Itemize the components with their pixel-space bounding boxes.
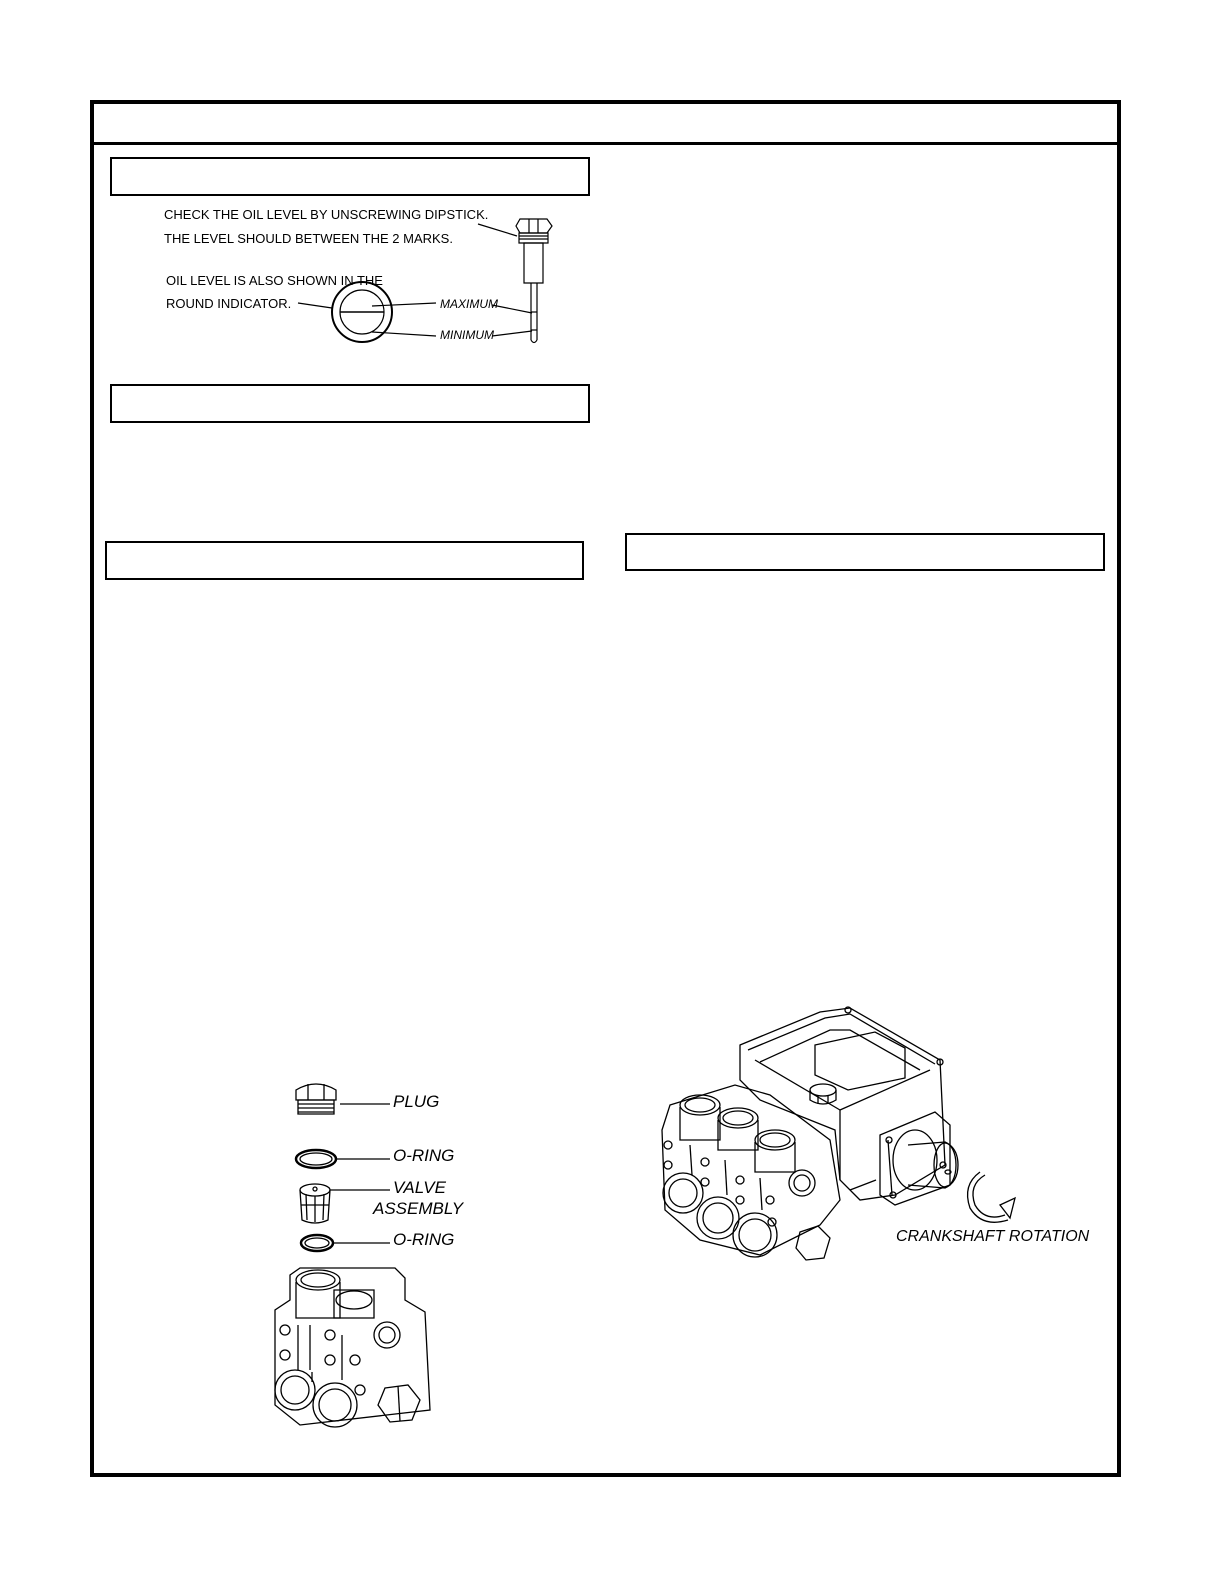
crankshaft-rotation-label: CRANKSHAFT ROTATION [896,1228,1090,1245]
o-ring-top-label: O-RING [393,1146,455,1165]
indicator-line-2: ROUND INDICATOR. [166,296,292,311]
section-header-oil-level [110,157,590,196]
o-ring-bottom-label: O-RING [393,1230,455,1249]
section-header-2 [110,384,590,423]
oil-check-line-2: THE LEVEL SHOULD BETWEEN THE 2 MARKS. [164,231,453,246]
maximum-label: MAXIMUM [440,297,498,311]
section-header-valves [105,541,584,580]
valve-label-line-1: VALVE [393,1178,446,1197]
indicator-line-1: OIL LEVEL IS ALSO SHOWN IN THE [166,273,383,288]
oil-check-line-1: CHECK THE OIL LEVEL BY UNSCREWING DIPSTICK. [164,207,489,222]
plug-label: PLUG [393,1092,440,1111]
section-header-crankshaft [625,533,1105,571]
valve-label-line-2: ASSEMBLY [373,1199,464,1218]
minimum-label: MINIMUM [440,328,494,342]
title-bar [90,100,1121,145]
